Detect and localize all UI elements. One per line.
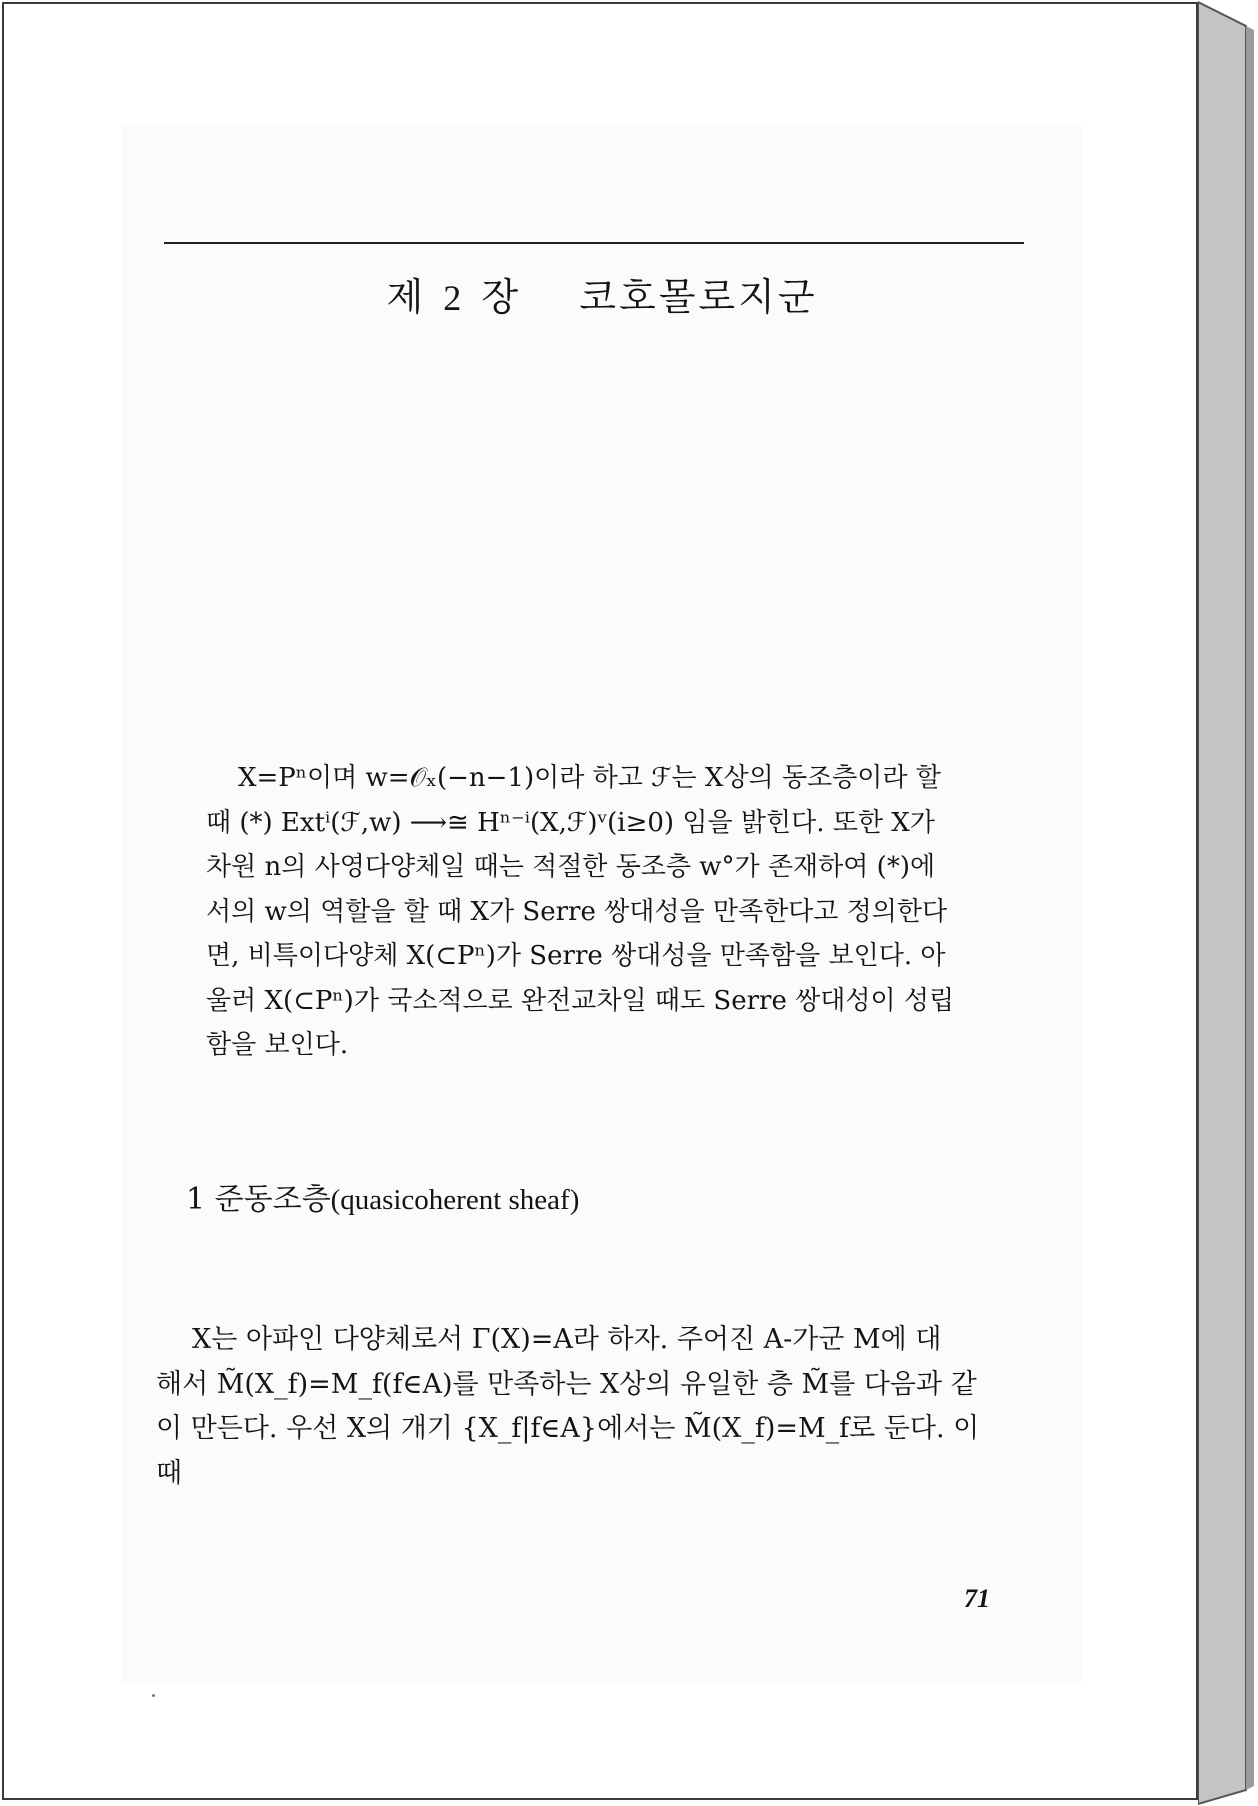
intro-line: 때 (*) Extⁱ(ℱ,w) ⟶≅ Hⁿ⁻ⁱ(X,ℱ)ᵛ(i≥0) 임을 밝힌다. 또한 X가 bbox=[206, 807, 935, 838]
intro-line: 면, 비특이다양체 X(⊂Pⁿ)가 Serre 쌍대성을 만족함을 보인다. 아 bbox=[206, 941, 946, 971]
book-page bbox=[2, 2, 1198, 1800]
body-line: 이 만든다. 우선 X의 개기 {X_f|f∈A}에서는 M̃(X_f)=M_f로 둔다. 이 bbox=[156, 1413, 980, 1444]
chapter-name: 코호몰로지군 bbox=[579, 275, 818, 319]
intro-line: 서의 w의 역할을 할 때 X가 Serre 쌍대성을 만족한다고 정의한다 bbox=[206, 896, 948, 927]
book-spine bbox=[1198, 0, 1256, 1806]
intro-line: 울러 X(⊂Pⁿ)가 국소적으로 완전교차일 때도 Serre 쌍대성이 성립 bbox=[206, 985, 955, 1016]
body-line: X는 아파인 다양체로서 Γ(X)=A라 하자. 주어진 A-가군 M에 대 bbox=[192, 1324, 942, 1355]
intro-line: X=Pⁿ이며 w=𝒪ₓ(−n−1)이라 하고 ℱ는 X상의 동조층이라 할 bbox=[238, 763, 941, 793]
chapter-number: 2 bbox=[443, 278, 465, 318]
section-number: 1 bbox=[186, 1182, 206, 1217]
section-title-en: (quasicoherent sheaf) bbox=[330, 1184, 580, 1216]
section-body bbox=[156, 1318, 1016, 1496]
section-heading bbox=[186, 1174, 579, 1218]
chapter-label-pre: 제 bbox=[386, 275, 427, 319]
section-title-ko: 준동조층 bbox=[214, 1182, 331, 1217]
body-line: 때 bbox=[156, 1457, 183, 1489]
chapter-label-post: 장 bbox=[481, 275, 522, 319]
chapter-rule bbox=[164, 242, 1024, 244]
chapter-title bbox=[4, 266, 1200, 321]
intro-line: 함을 보인다. bbox=[206, 1030, 349, 1060]
intro-line: 차원 n의 사영다양체일 때는 적절한 동조층 w°가 존재하여 (*)에 bbox=[206, 852, 936, 882]
body-line: 해서 M̃(X_f)=M_f(f∈A)를 만족하는 X상의 유일한 층 M̃를 다음과 같 bbox=[156, 1368, 977, 1400]
page-number: 71 bbox=[964, 1584, 990, 1613]
scan-speck bbox=[152, 1694, 155, 1697]
chapter-intro bbox=[206, 756, 976, 1068]
